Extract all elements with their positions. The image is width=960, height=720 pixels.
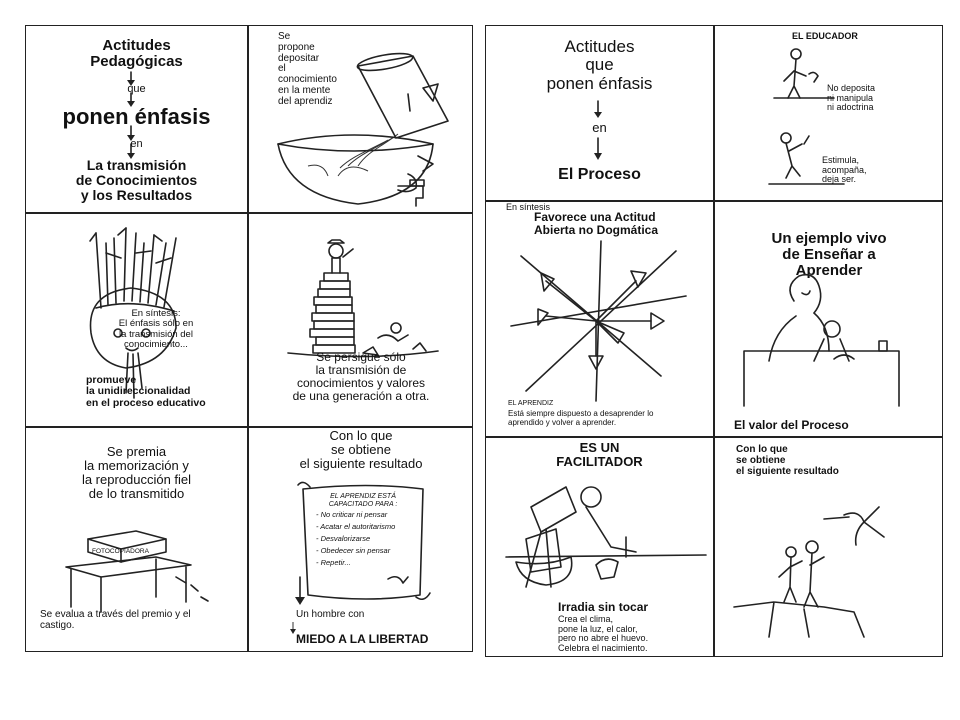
scroll-item-5: - Repetir... bbox=[316, 558, 351, 567]
right-panel-6 bbox=[714, 437, 944, 658]
text-en: en bbox=[130, 138, 143, 150]
title-es-un-facilitador: ES UN FACILITADOR bbox=[556, 440, 643, 470]
left-panel-5 bbox=[26, 427, 247, 653]
text-no-deposita: No deposita ni manipula ni adoctrina bbox=[827, 83, 876, 113]
title-actitudes-que-ponen: Actitudes que ponen énfasis bbox=[546, 37, 653, 93]
text-miedo-libertad: MIEDO A LA LIBERTAD bbox=[296, 632, 429, 646]
text-ponen-enfasis: ponen énfasis bbox=[62, 104, 211, 129]
text-en-sintesis-enfasis: En síntesis: El énfasis sólo en la transmisión del conocimiento... bbox=[118, 308, 194, 350]
caption-se-premia: Se premia la memorización y la reproducción fiel de lo transmitido bbox=[81, 444, 192, 502]
label-fotocopiadora: FOTOCOPIADORA bbox=[92, 548, 149, 555]
illustration-cliff-flight bbox=[714, 437, 944, 658]
text-esta-siempre-dispuesto: Está siempre dispuesto a desaprender lo aprendido y volver a aprender. bbox=[508, 409, 654, 427]
title-actitudes-pedagogicas: Actitudes Pedagógicas bbox=[90, 37, 183, 71]
text-favorece-actitud: Favorece una Actitud Abierta no Dogmática bbox=[534, 210, 659, 237]
text-un-hombre: Un hombre con bbox=[296, 609, 365, 620]
text-crea-el-clima: Crea el clima, pone la luz, el calor, pero no abre el huevo. Celebra el nacimiento. bbox=[558, 614, 649, 654]
left-panel-1 bbox=[26, 26, 247, 212]
left-panel-6 bbox=[248, 427, 474, 653]
left-panel-3 bbox=[26, 213, 247, 426]
caption-con-lo-que-right: Con lo que se obtiene el siguiente resultado bbox=[736, 444, 839, 477]
right-panel-5 bbox=[486, 437, 713, 658]
text-valor-proceso: El valor del Proceso bbox=[734, 418, 849, 432]
illustration-head-bowl-pitcher bbox=[248, 26, 474, 212]
scroll-title: EL APRENDIZ ESTÁ CAPACITADO PARA : bbox=[328, 493, 398, 508]
right-panel-2 bbox=[714, 26, 944, 200]
left-panel-4 bbox=[248, 213, 474, 426]
scroll-item-3: - Desvalorizarse bbox=[316, 534, 371, 543]
scroll-item-2: - Acatar el autoritarismo bbox=[316, 522, 396, 531]
title-ejemplo-vivo: Un ejemplo vivo de Enseñar a Aprender bbox=[771, 230, 887, 280]
text-transmision-conocimientos: La transmisión de Conocimientos y los Resultados bbox=[75, 157, 198, 204]
right-panel-3 bbox=[486, 201, 713, 436]
text-en-sintesis-right: En síntesis bbox=[506, 202, 551, 212]
left-comic-sheet bbox=[25, 25, 473, 652]
left-panel-2 bbox=[248, 26, 474, 212]
right-panel-1 bbox=[486, 26, 713, 200]
scroll-item-1: - No criticar ni pensar bbox=[316, 510, 388, 519]
right-panel-4 bbox=[714, 201, 944, 436]
heading-el-educador: EL EDUCADOR bbox=[792, 31, 858, 41]
caption-se-evalua: Se evalua a través del premio y el castigo. bbox=[40, 609, 191, 631]
text-irradia-sin-tocar: Irradia sin tocar bbox=[558, 600, 649, 614]
text-promueve: promueve la unidireccionalidad en el proceso educativo bbox=[86, 374, 206, 409]
text-que: que bbox=[127, 83, 146, 95]
caption-con-lo-que: Con lo que se obtiene el siguiente resultado bbox=[299, 428, 423, 472]
caption-se-persigue: Se persigue sólo la transmisión de conocimientos y valores de una generación a otra. bbox=[292, 350, 430, 403]
text-estimula: Estimula, acompaña, deja ser. bbox=[822, 155, 867, 185]
text-en-right: en bbox=[592, 120, 607, 135]
scroll-item-4: - Obedecer sin pensar bbox=[316, 546, 391, 555]
caption-depositar: Se propone depositar el conocimiento en la mente del aprendiz bbox=[278, 31, 337, 107]
text-el-aprendiz: EL APRENDIZ bbox=[508, 400, 554, 407]
illustration-teacher-child bbox=[714, 201, 944, 436]
right-comic-sheet bbox=[485, 25, 943, 657]
text-el-proceso: El Proceso bbox=[558, 166, 641, 183]
